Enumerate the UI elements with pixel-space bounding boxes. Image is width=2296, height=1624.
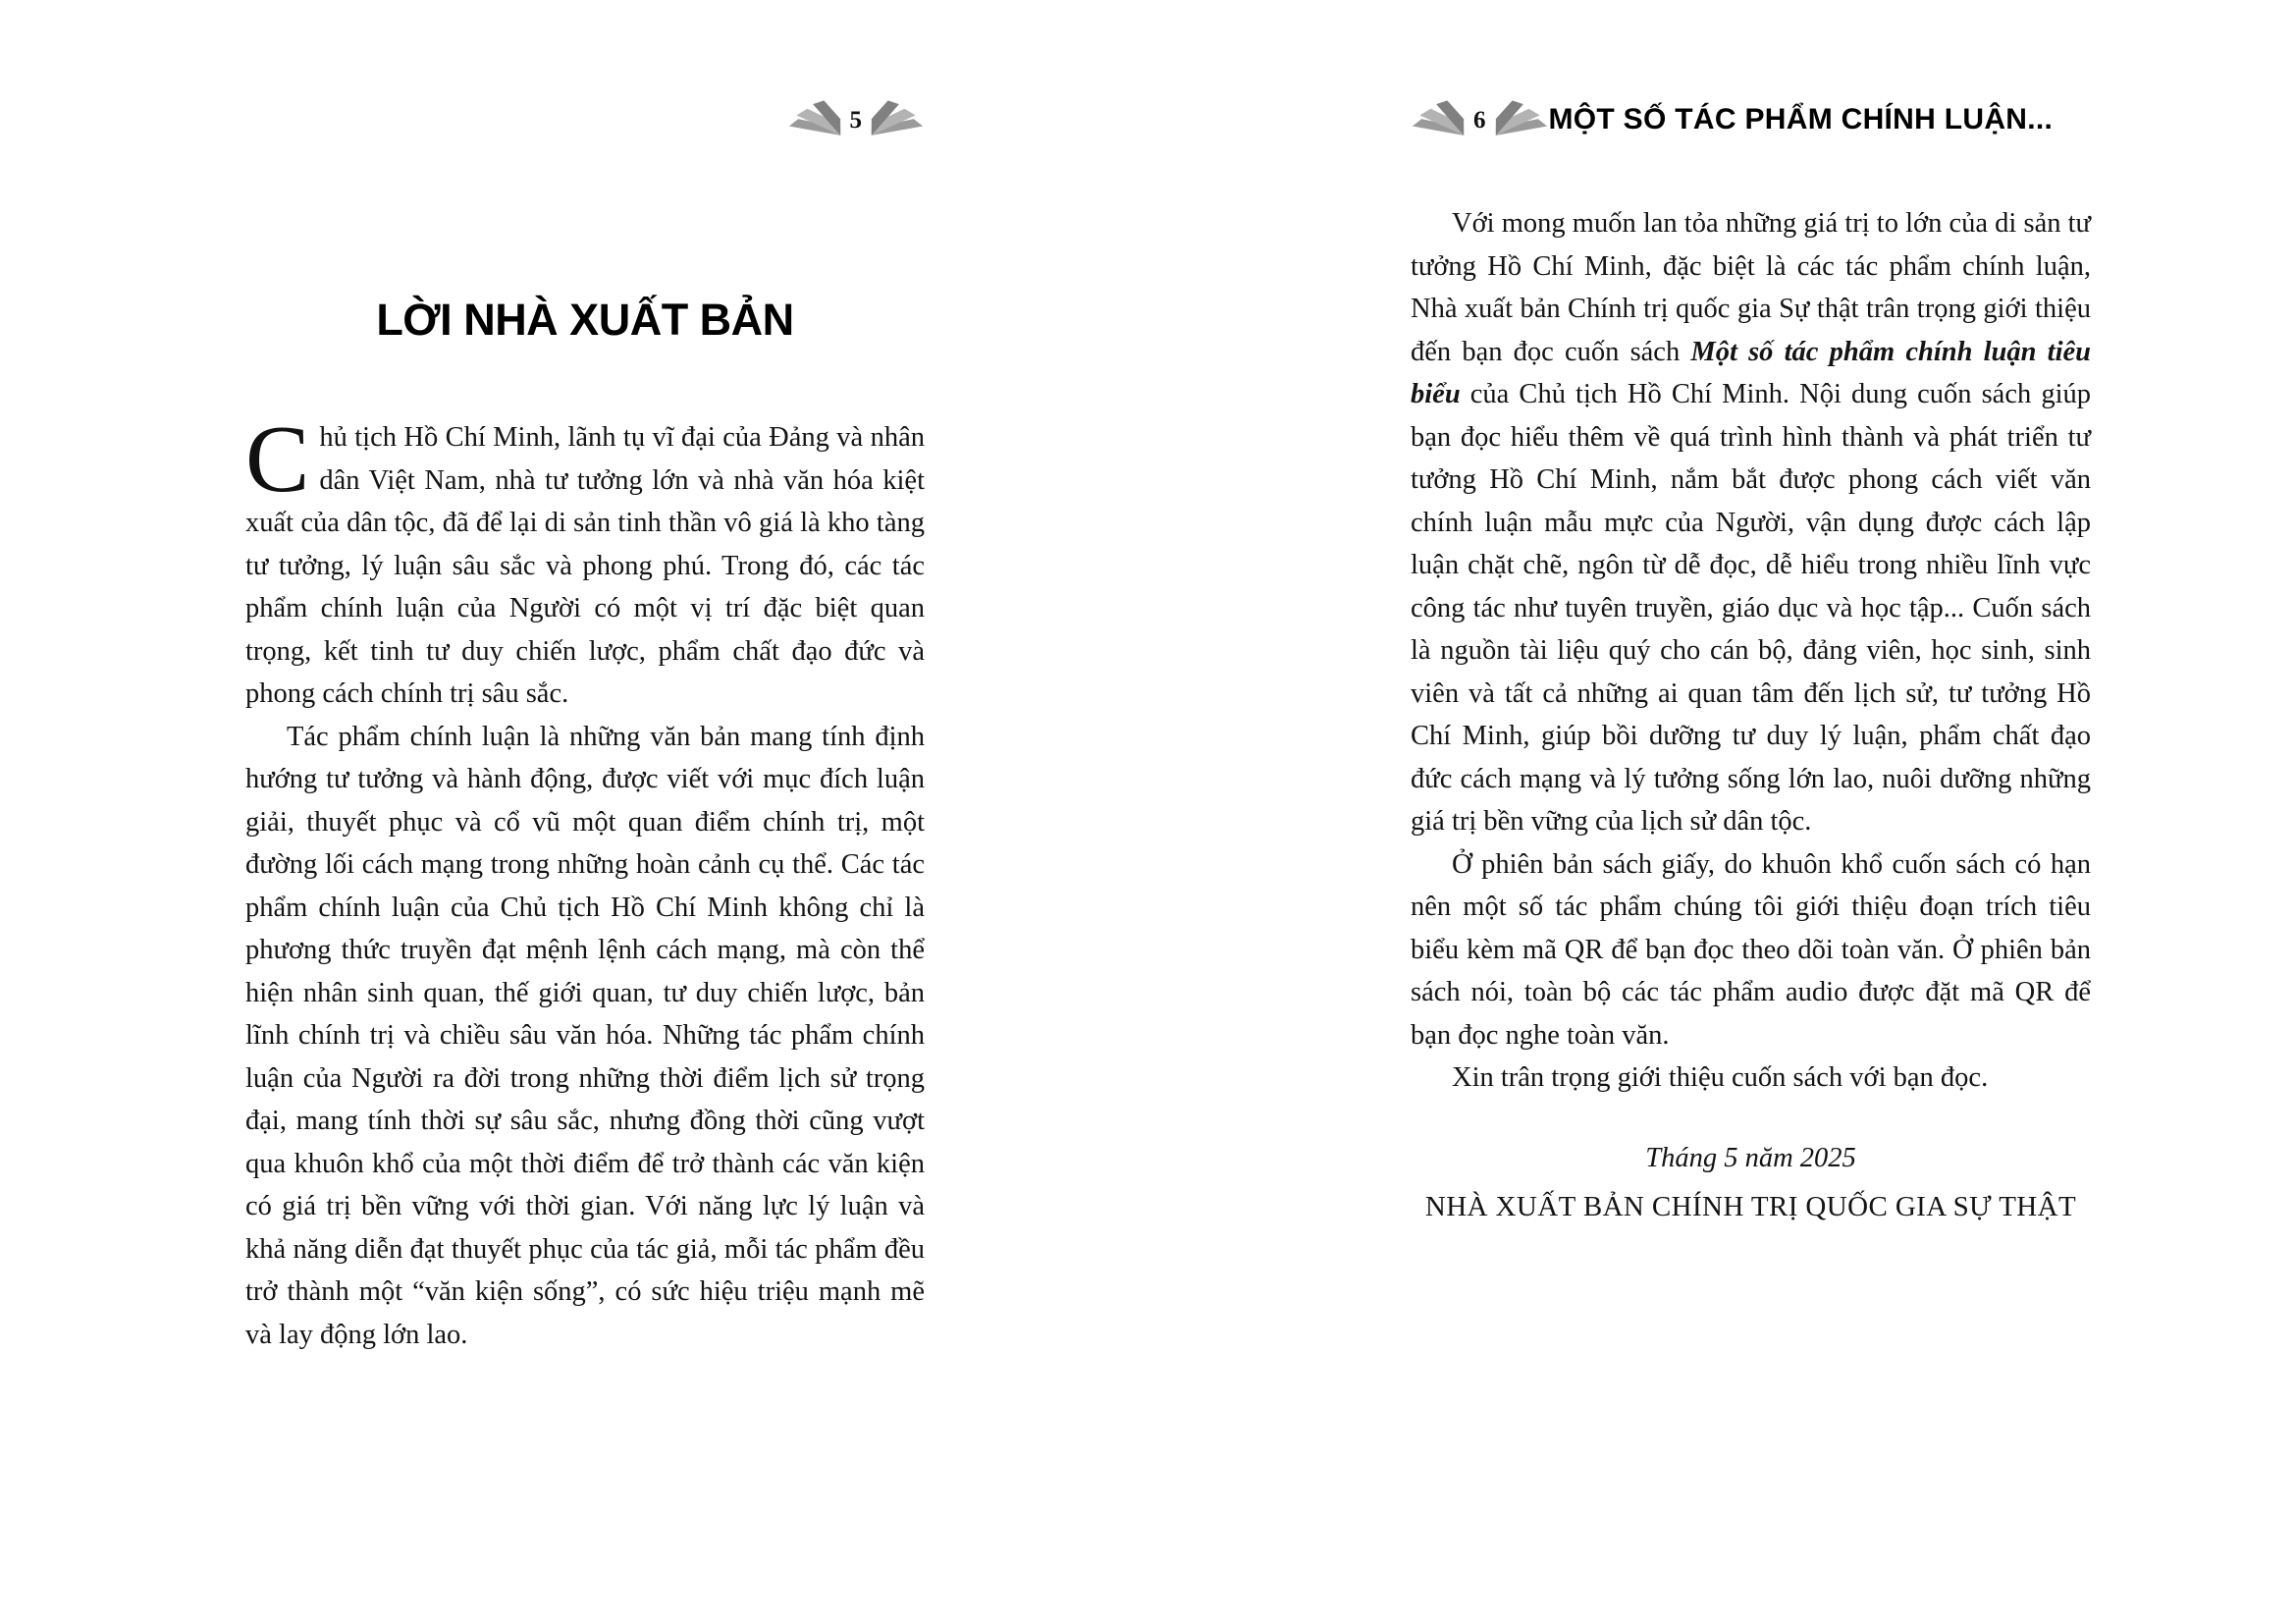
right-running-header [1411,90,2091,149]
open-book-icon [1411,100,1549,139]
book-title-emphasis: Một số tác phẩm chính luận tiêu biểu [1411,336,2091,409]
running-title: MỘT SỐ TÁC PHẨM CHÍNH LUẬN... [1548,103,2054,135]
page-right [1411,90,2091,1227]
chapter-title: LỜI NHÀ XUẤT BẢN [376,295,794,345]
paragraph-text: hủ tịch Hồ Chí Minh, lãnh tụ vĩ đại của Đảng và nhân dân Việt Nam, nhà tư tưởng lớn và nhà văn hóa kiệt xuất của dân tộc, đã để lại di sản tinh thần vô giá là kho tàng tư tưởng, lý luận sâu sắc và phong phú. Trong đó, các tác phẩm chính luận của Người có một vị trí đặc biệt quan trọng, kết tinh tư duy chiến lược, phẩm chất đạo đức và phong cách chính trị sâu sắc. [245,422,925,709]
paragraph-dropcap [245,406,925,716]
paragraph [1411,202,2091,843]
date-line: Tháng 5 năm 2025 [1645,1142,1856,1173]
publisher-line: NHÀ XUẤT BẢN CHÍNH TRỊ QUỐC GIA SỰ THẬT [1424,1190,2077,1222]
paragraph-text: của Chủ tịch Hồ Chí Minh. Nội dung cuốn sách giúp bạn đọc hiểu thêm về quá trình hình thành và phát triển tư tưởng Hồ Chí Minh, nắm bắt được phong cách viết văn chính luận mẫu mực của Người, vận dụng được cách lập luận chặt chẽ, ngôn từ dễ đọc, dễ hiểu trong nhiều lĩnh vực công tác như tuyên truyền, giáo dục và học tập... Cuốn sách là nguồn tài liệu quý cho cán bộ, đảng viên, học sinh, sinh viên và tất cả những ai quan tâm đến lịch sử, tư tưởng Hồ Chí Minh, giúp bồi dưỡng tư duy lý luận, phẩm chất đạo đức cách mạng và lý tưởng sống lớn lao, nuôi dưỡng những giá trị bền vững của lịch sử dân tộc. [1411,379,2091,837]
dropcap-letter: C [245,406,310,513]
paragraph: Tác phẩm chính luận là những văn bản mang tính định hướng tư tưởng và hành động, được viết với mục đích luận giải, thuyết phục và cổ vũ một quan điểm chính trị, một đường lối cách mạng trong những hoàn cảnh cụ thể. Các tác phẩm chính luận của Chủ tịch Hồ Chí Minh không chỉ là phương thức truyền đạt mệnh lệnh cách mạng, mà còn thể hiện nhân sinh quan, thế giới quan, tư duy chiến lược, bản lĩnh chính trị và chiều sâu văn hóa. Những tác phẩm chính luận của Người ra đời trong những thời điểm lịch sử trọng đại, mang tính thời sự sâu sắc, nhưng đồng thời cũng vượt qua khuôn khổ của một thời điểm để trở thành các văn kiện có giá trị bền vững với thời gian. Với năng lực lý luận và khả năng diễn đạt thuyết phục của tác giả, mỗi tác phẩm đều trở thành một “văn kiện sống”, có sức hiệu triệu mạnh mẽ và lay động lớn lao. [245,721,925,1350]
book-wing-left-icon [787,100,842,139]
page-number: 5 [849,106,862,134]
paragraph-text: Với mong muốn lan tỏa những giá trị to lớn của di sản tư tưởng Hồ Chí Minh, đặc biệt là các tác phẩm chính luận, Nhà xuất bản Chính trị quốc gia Sự thật trân trọng giới thiệu đến bạn đọc cuốn sách [1411,208,2091,367]
paragraph: Xin trân trọng giới thiệu cuốn sách với bạn đọc. [1452,1062,1989,1093]
page-left [245,90,925,1356]
page-number: 6 [1473,106,1486,134]
open-book-icon [787,100,926,139]
left-running-header [245,90,925,149]
book-wing-left-icon [1411,100,1466,139]
book-wing-right-icon [870,100,925,139]
paragraph: Ở phiên bản sách giấy, do khuôn khổ cuốn sách có hạn nên một số tác phẩm chúng tôi giới thiệu đoạn trích tiêu biểu kèm mã QR để bạn đọc theo dõi toàn văn. Ở phiên bản sách nói, toàn bộ các tác phẩm audio được đặt mã QR để bạn đọc nghe toàn văn. [1411,848,2091,1051]
book-wing-right-icon [1494,100,1549,139]
